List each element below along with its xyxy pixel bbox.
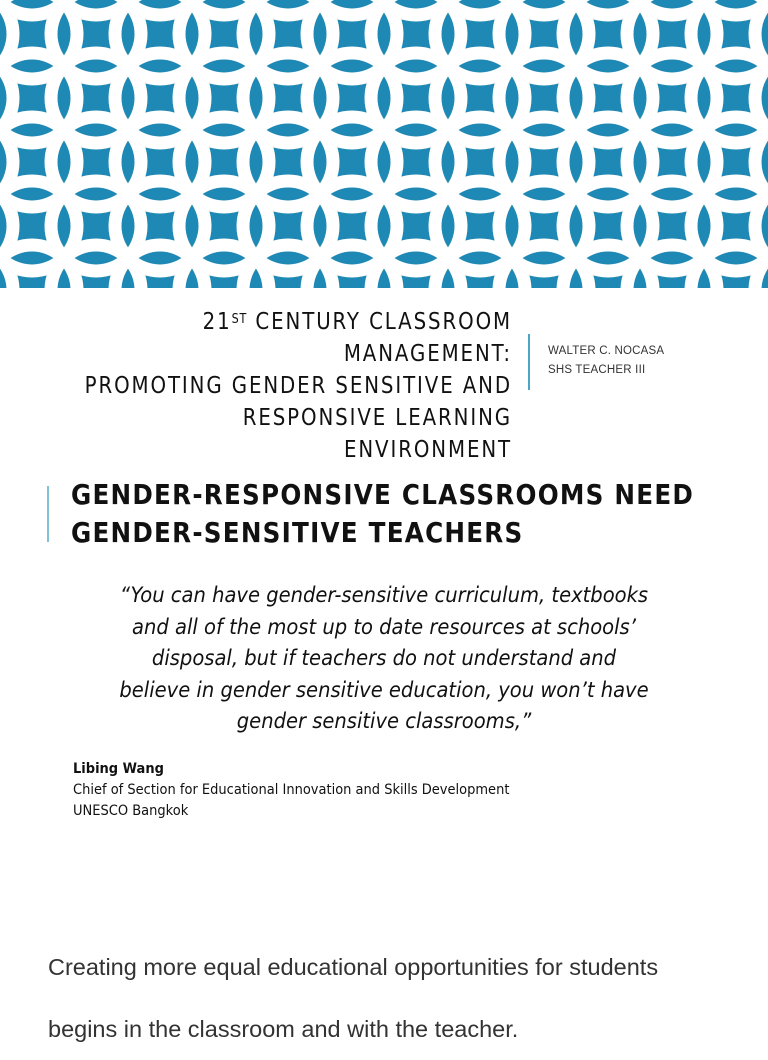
quote-line-5: gender sensitive classrooms,” <box>236 709 532 733</box>
slide-heading-line-1: GENDER-RESPONSIVE CLASSROOMS NEED <box>71 478 695 511</box>
title-line-2: PROMOTING GENDER SENSITIVE AND <box>84 373 513 399</box>
author-role: SHS TEACHER III <box>548 364 646 376</box>
quote-line-1: “You can have gender-sensitive curriculum, textbooks <box>119 583 649 607</box>
title-superscript: ST <box>231 312 248 327</box>
title-line-1: 21ST CENTURY CLASSROOM MANAGEMENT: <box>202 309 512 367</box>
title-line-3: RESPONSIVE LEARNING ENVIRONMENT <box>242 405 513 463</box>
quote-attribution <box>73 759 509 822</box>
quote-line-2: and all of the most up to date resources at schools’ <box>132 614 636 639</box>
attribution-title: Chief of Section for Educational Innovation and Skills Development <box>73 782 510 798</box>
attribution-org: UNESCO Bangkok <box>73 803 189 819</box>
author-name: WALTER C. NOCASA <box>548 345 665 357</box>
heading-accent-bar <box>47 486 49 542</box>
presentation-title <box>72 306 512 466</box>
title-divider <box>528 334 530 390</box>
decorative-pattern-banner <box>0 0 768 288</box>
quote-line-3: disposal, but if teachers do not understand and <box>151 646 617 670</box>
slide-heading-line-2: GENDER-SENSITIVE TEACHERS <box>71 516 524 549</box>
quote <box>85 580 684 738</box>
slide-heading <box>71 476 694 552</box>
slide3-body <box>48 936 728 1060</box>
author-block <box>548 342 664 380</box>
slide3-line-2: begins in the classroom and with the teacher. <box>48 1016 519 1042</box>
quote-line-4: believe in gender sensitive education, you won’t have <box>119 677 649 702</box>
attribution-name: Libing Wang <box>73 761 164 777</box>
slide3-line-1: Creating more equal educational opportunities for students <box>48 954 659 980</box>
